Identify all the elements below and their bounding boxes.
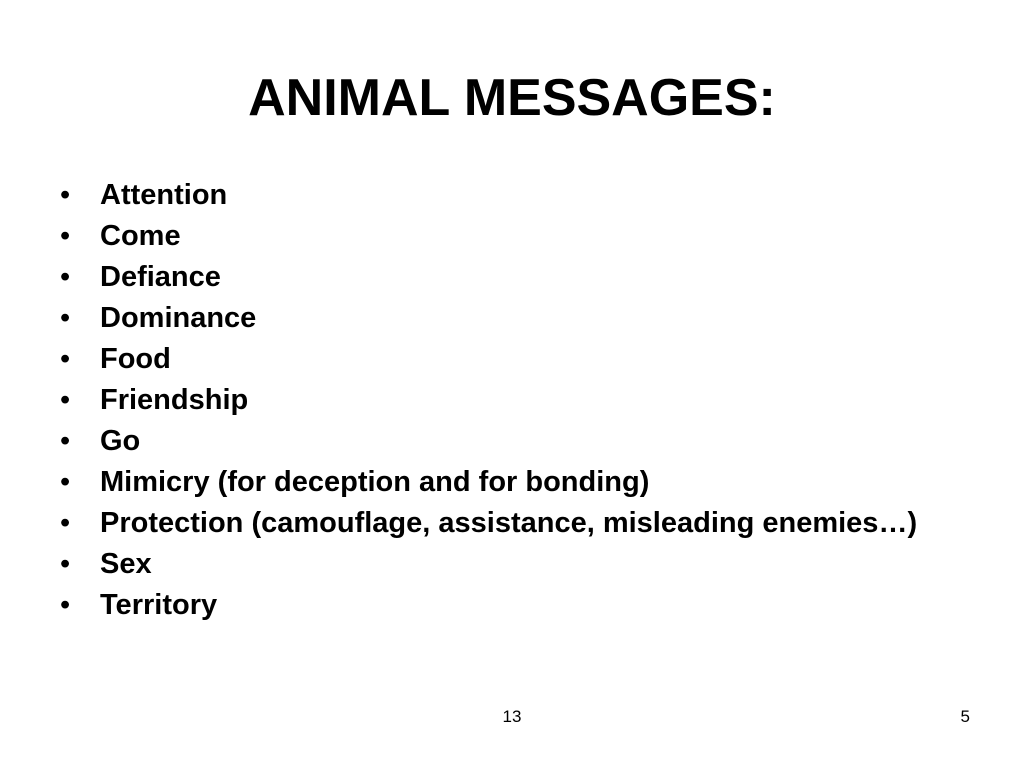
bullet-icon: •: [60, 220, 71, 252]
list-item: [60, 342, 960, 376]
list-item-text: Come: [100, 220, 181, 252]
slide-title: ANIMAL MESSAGES:: [248, 69, 776, 127]
bullet-icon: •: [60, 384, 71, 416]
list-item: [60, 260, 960, 294]
footer-slide-number: 13: [502, 707, 522, 726]
list-item-text: Mimicry (for deception and for bonding): [100, 466, 650, 498]
bullet-list: [60, 178, 960, 629]
list-item-text: Friendship: [100, 384, 249, 416]
bullet-icon: •: [60, 302, 71, 334]
bullet-icon: •: [60, 589, 71, 621]
list-item: [60, 547, 960, 581]
bullet-icon: •: [60, 425, 71, 457]
bullet-icon: •: [60, 466, 71, 498]
list-item: [60, 588, 960, 622]
list-item-text: Territory: [100, 589, 218, 621]
list-item: [60, 219, 960, 253]
bullet-icon: •: [60, 261, 71, 293]
list-item-text: Protection (camouflage, assistance, misleading enemies…): [100, 507, 918, 539]
list-item: [60, 301, 960, 335]
bullet-icon: •: [60, 343, 71, 375]
list-item: [60, 424, 960, 458]
list-item-text: Go: [100, 425, 141, 457]
list-item-text: Attention: [100, 179, 228, 211]
bullet-icon: •: [60, 548, 71, 580]
list-item: [60, 506, 960, 540]
bullet-icon: •: [60, 507, 71, 539]
list-item-text: Dominance: [100, 302, 257, 334]
list-item-text: Food: [100, 343, 171, 375]
bullet-icon: •: [60, 179, 71, 211]
page-number: 5: [960, 707, 970, 726]
list-item-text: Sex: [100, 548, 152, 580]
list-item: [60, 465, 960, 499]
list-item-text: Defiance: [100, 261, 221, 293]
list-item: [60, 178, 960, 212]
list-item: [60, 383, 960, 417]
